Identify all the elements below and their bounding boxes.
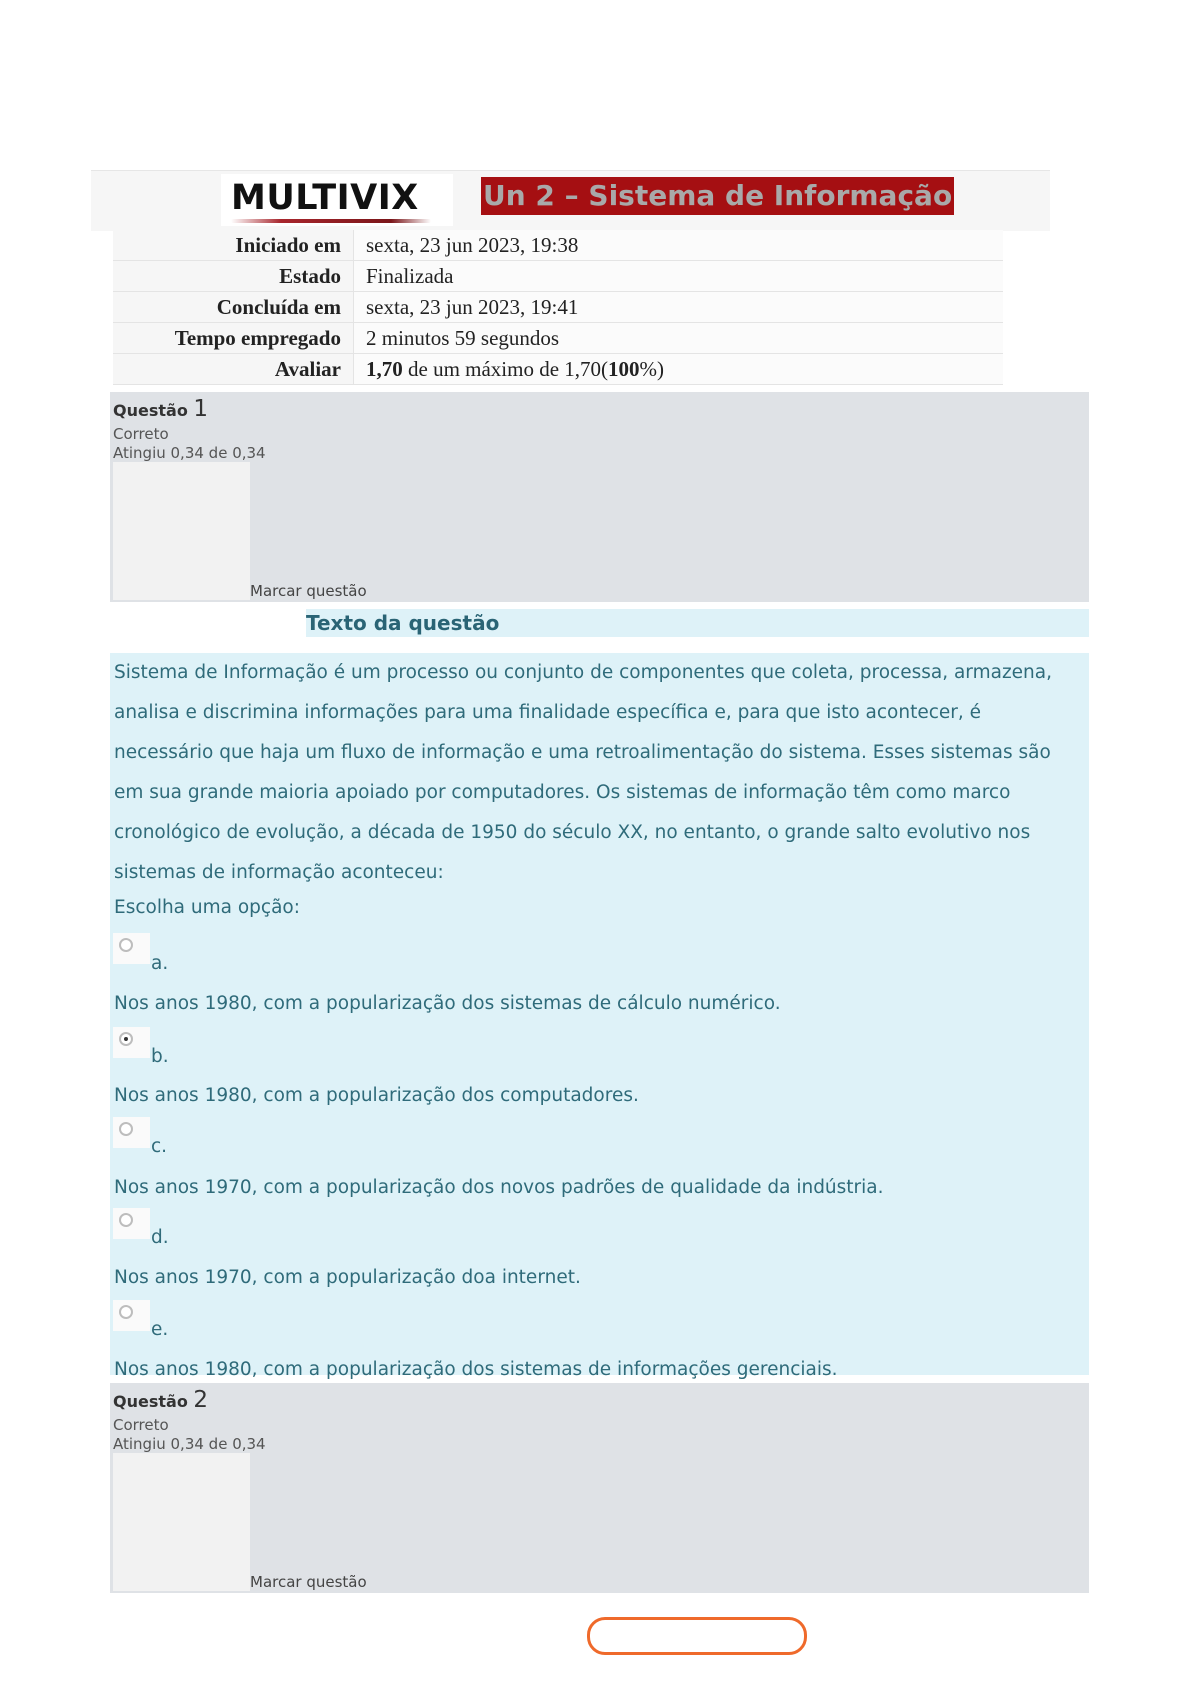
summary-row-time-taken xyxy=(113,323,1003,354)
question-grade: Atingiu 0,34 de 0,34 xyxy=(113,1435,266,1453)
option-e-letter: e. xyxy=(151,1319,169,1340)
question-number-value: 2 xyxy=(193,1387,209,1413)
option-d-text: Nos anos 1970, com a popularização doa internet. xyxy=(114,1267,581,1288)
flag-box xyxy=(113,1453,250,1591)
option-c-text: Nos anos 1970, com a popularização dos novos padrões de qualidade da indústria. xyxy=(114,1177,884,1198)
question-grade: Atingiu 0,34 de 0,34 xyxy=(113,444,266,462)
summary-label: Avaliar xyxy=(113,354,354,385)
choose-option-prompt: Escolha uma opção: xyxy=(114,897,300,918)
question-1-body xyxy=(110,653,1089,1380)
option-d-radio[interactable] xyxy=(119,1213,133,1227)
summary-row-state xyxy=(113,261,1003,292)
page-header xyxy=(91,170,1050,231)
summary-label: Tempo empregado xyxy=(113,323,354,354)
question-text-heading: Texto da questão xyxy=(306,609,1089,637)
option-b-text: Nos anos 1980, com a popularização dos computadores. xyxy=(114,1085,639,1106)
flag-question-link[interactable]: Marcar questão xyxy=(250,582,367,600)
option-e-radio[interactable] xyxy=(119,1305,133,1319)
question-state: Correto xyxy=(113,425,169,443)
summary-value: sexta, 23 jun 2023, 19:41 xyxy=(354,292,1004,323)
option-a-letter: a. xyxy=(151,953,169,974)
summary-value: Finalizada xyxy=(354,261,1004,292)
option-a-radio-box xyxy=(113,933,150,964)
summary-row-grade xyxy=(113,354,1003,385)
bottom-orange-pill xyxy=(587,1617,807,1655)
summary-label: Iniciado em xyxy=(113,230,354,261)
summary-grade-value xyxy=(354,354,1004,385)
option-d-letter: d. xyxy=(151,1227,169,1248)
summary-row-started xyxy=(113,230,1003,261)
question-2-info xyxy=(110,1383,1089,1593)
option-c-letter: c. xyxy=(151,1136,168,1157)
flag-box xyxy=(113,462,250,600)
grade-percent: 100 xyxy=(608,356,640,381)
grade-points: 1,70 xyxy=(366,356,403,381)
question-number xyxy=(113,1387,208,1413)
attempt-summary-table xyxy=(113,230,1003,385)
multivix-logo xyxy=(221,174,453,226)
option-a-radio[interactable] xyxy=(119,938,133,952)
option-c-radio-box xyxy=(113,1117,150,1148)
option-b-letter: b. xyxy=(151,1046,169,1067)
option-e-radio-box xyxy=(113,1300,150,1331)
question-number xyxy=(113,396,208,422)
logo-text: MULTIVIX xyxy=(231,178,419,218)
summary-row-completed xyxy=(113,292,1003,323)
option-c-radio[interactable] xyxy=(119,1122,133,1136)
question-state: Correto xyxy=(113,1416,169,1434)
option-e-text: Nos anos 1980, com a popularização dos sistemas de informações gerenciais. xyxy=(114,1359,838,1380)
option-b-radio[interactable] xyxy=(119,1032,133,1046)
course-title: Un 2 – Sistema de Informação xyxy=(481,177,954,215)
option-a-text: Nos anos 1980, com a popularização dos sistemas de cálculo numérico. xyxy=(114,993,781,1014)
flag-question-link[interactable]: Marcar questão xyxy=(250,1573,367,1591)
summary-label: Concluída em xyxy=(113,292,354,323)
option-d-radio-box xyxy=(113,1208,150,1239)
question-label: Questão xyxy=(113,1392,188,1411)
question-label: Questão xyxy=(113,401,188,420)
grade-max-text: de um máximo de 1,70( xyxy=(402,356,609,381)
question-1-info xyxy=(110,392,1089,602)
option-b-radio-box xyxy=(113,1027,150,1058)
summary-label: Estado xyxy=(113,261,354,292)
logo-swoosh xyxy=(231,219,431,223)
question-paragraph: Sistema de Informação é um processo ou conjunto de componentes que coleta, processa, armazena, analisa e discrimina informações para uma finalidade específica e, para que isto acontecer, é necessário que haja um fluxo de informação e uma retroalimentação do sistema. Esses sistemas são em sua grande maioria apoiado por computadores. Os sistemas de informação têm como marco cronológico de evolução, a década de 1950 do século XX, no entanto, o grande salto evolutivo nos sistemas de informação aconteceu: xyxy=(114,662,1052,883)
grade-percent-suffix: %) xyxy=(639,356,665,381)
summary-value: sexta, 23 jun 2023, 19:38 xyxy=(354,230,1004,261)
summary-value: 2 minutos 59 segundos xyxy=(354,323,1004,354)
question-number-value: 1 xyxy=(193,396,209,422)
